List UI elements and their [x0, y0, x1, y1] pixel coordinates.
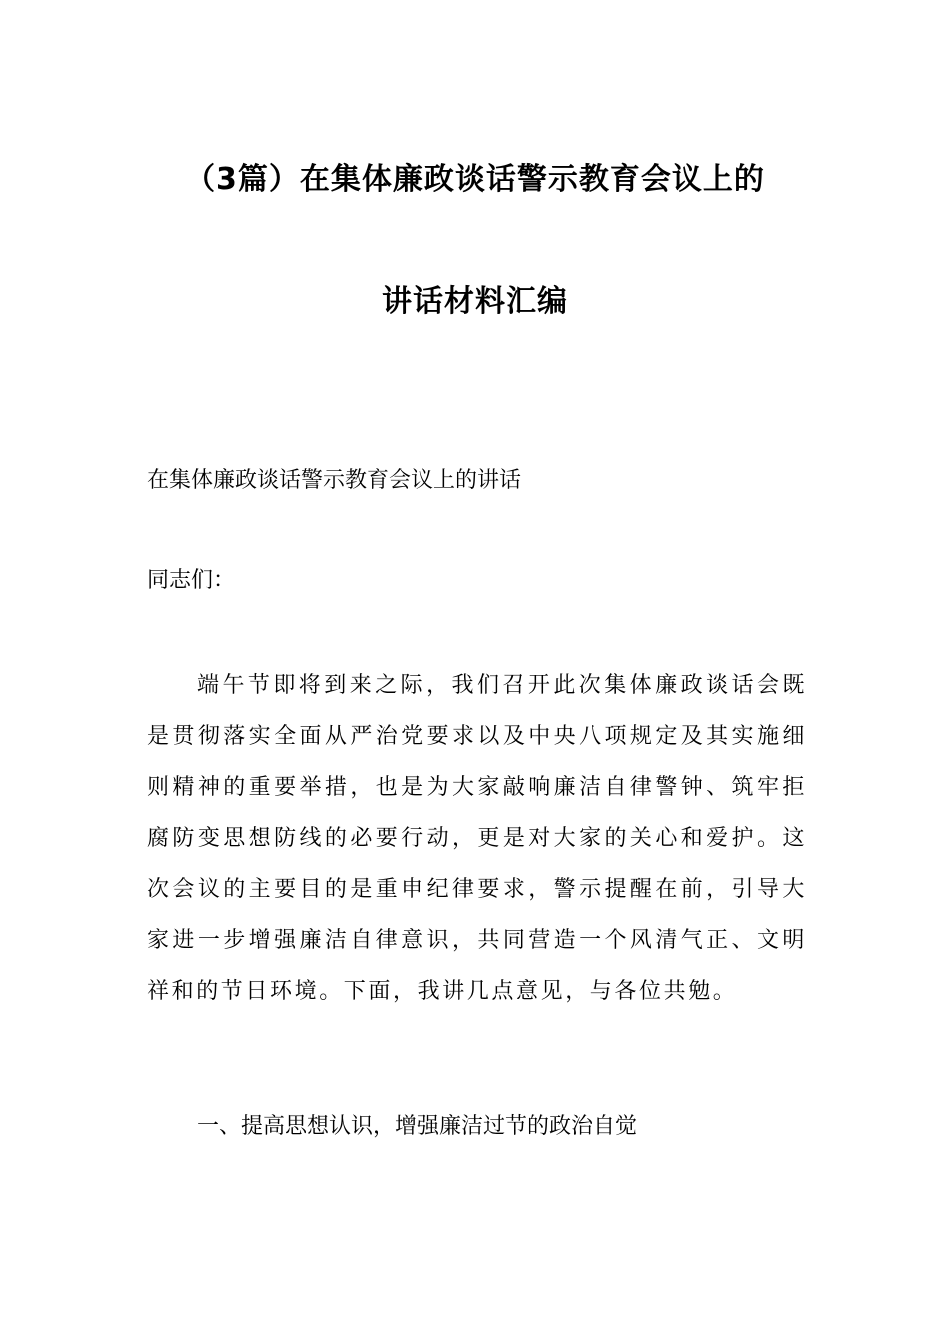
document-title-line-1: （3篇）在集体廉政谈话警示教育会议上的 — [185, 162, 765, 197]
body-paragraph: 端午节即将到来之际，我们召开此次集体廉政谈话会既是贯彻落实全面从严治党要求以及中央八项规定及其实施细则精神的重要举措，也是为大家敲响廉洁自律警钟、筑牢拒腐防变思想防线的必要行动，更是对大家的关心和爱护。这次会议的主要目的是重申纪律要求，警示提醒在前，引导大家进一步增强廉洁自律意识，共同营造一个风清气正、文明祥和的节日环境。下面，我讲几点意见，与各位共勉。 — [147, 673, 807, 1004]
section-heading: 一、提高思想认识，增强廉洁过节的政治自觉 — [197, 1114, 638, 1139]
salutation: 同志们： — [147, 568, 236, 593]
speech-subtitle: 在集体廉政谈话警示教育会议上的讲话 — [147, 468, 522, 493]
document-title-line-2: 讲话材料汇编 — [382, 284, 568, 319]
